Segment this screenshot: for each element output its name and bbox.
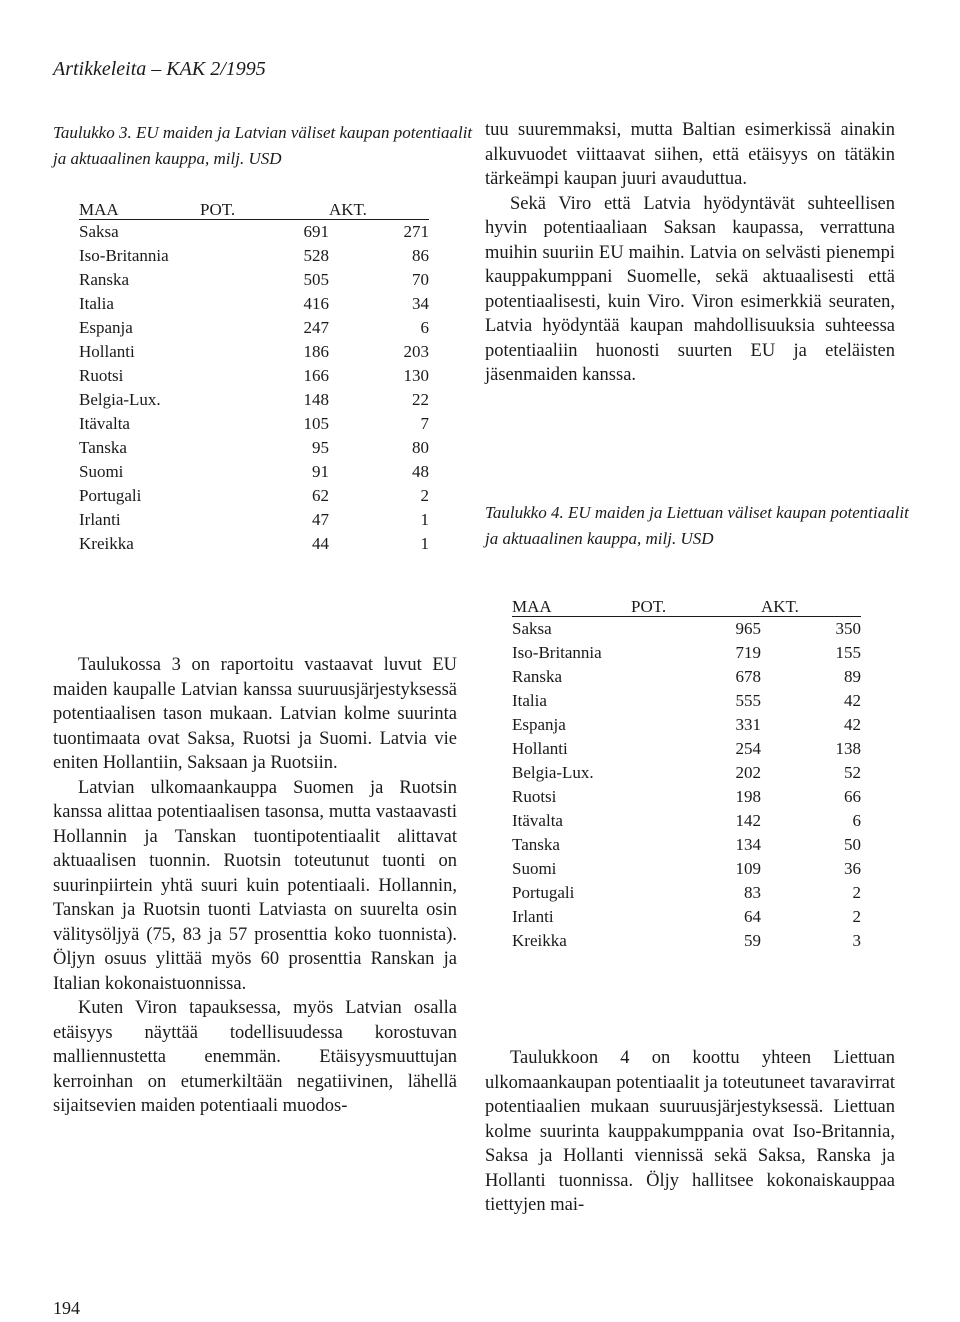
table-row bbox=[512, 905, 861, 929]
actual-cell: 7 bbox=[420, 414, 429, 433]
left-column-text bbox=[53, 653, 457, 1119]
table-row bbox=[512, 641, 861, 665]
table-row bbox=[79, 316, 429, 340]
country-cell: Ranska bbox=[79, 270, 130, 289]
actual-cell: 89 bbox=[844, 667, 861, 686]
table-row bbox=[512, 665, 861, 689]
paragraph: Sekä Viro että Latvia hyödyntävät suhteellisen hyvin potentiaaliaan Saksan kaupassa, verrattuna muihin suuriin EU maihin. Latvia on selvästi pienempi kauppakumppani Suomelle, sekä aktuaalisesti että potentiaalisesti, kuin Viro. Viron esimerkkiä seuraten, Latvia hyödyntää kaupan mahdollisuuksia suhteessa potentiaaliin huonosti suurten EU ja eteläisten jäsenmaiden kanssa. bbox=[485, 193, 895, 385]
table-row bbox=[79, 436, 429, 460]
actual-cell: 2 bbox=[852, 907, 861, 926]
country-cell: Ruotsi bbox=[79, 366, 124, 385]
potential-cell: 166 bbox=[303, 366, 329, 385]
table-row bbox=[512, 785, 861, 809]
actual-cell: 130 bbox=[403, 366, 429, 385]
potential-cell: 105 bbox=[303, 414, 329, 433]
table-3-caption: Taulukko 3. EU maiden ja Latvian väliset kaupan potentiaalit ja aktuaalinen kauppa, milj. USD bbox=[53, 123, 473, 168]
potential-cell: 331 bbox=[735, 715, 761, 734]
actual-cell: 52 bbox=[844, 763, 861, 782]
actual-cell: 80 bbox=[412, 438, 429, 457]
potential-cell: 965 bbox=[735, 619, 761, 638]
country-cell: Iso-Britannia bbox=[512, 643, 602, 662]
table-row bbox=[79, 340, 429, 364]
country-cell: Kreikka bbox=[79, 534, 134, 553]
potential-cell: 83 bbox=[744, 883, 761, 902]
country-cell: Espanja bbox=[79, 318, 133, 337]
actual-cell: 86 bbox=[412, 246, 429, 265]
paragraph: tuu suuremmaksi, mutta Baltian esimerkissä ainakin alkuvuodet viittaavat siihen, että etäisyys on tätäkin tärkeämpi kaupan juuri avauduttua. bbox=[485, 120, 895, 189]
potential-cell: 678 bbox=[735, 667, 761, 686]
table-row bbox=[79, 364, 429, 388]
potential-cell: 416 bbox=[303, 294, 329, 313]
country-cell: Itävalta bbox=[512, 811, 563, 830]
country-cell: Italia bbox=[512, 691, 547, 710]
potential-cell: 109 bbox=[735, 859, 761, 878]
table-row bbox=[79, 460, 429, 484]
actual-cell: 203 bbox=[403, 342, 429, 361]
table-header-row bbox=[79, 200, 429, 220]
potential-cell: 691 bbox=[303, 222, 329, 241]
actual-cell: 66 bbox=[844, 787, 861, 806]
potential-cell: 44 bbox=[312, 534, 329, 553]
table-row bbox=[512, 857, 861, 881]
actual-cell: 42 bbox=[844, 715, 861, 734]
actual-cell: 70 bbox=[412, 270, 429, 289]
actual-cell: 271 bbox=[403, 222, 429, 241]
potential-cell: 95 bbox=[312, 438, 329, 457]
actual-cell: 50 bbox=[844, 835, 861, 854]
country-cell: Belgia-Lux. bbox=[79, 390, 161, 409]
actual-cell: 350 bbox=[835, 619, 861, 638]
right-column-top-text bbox=[485, 118, 895, 388]
table-row bbox=[512, 881, 861, 905]
country-cell: Irlanti bbox=[512, 907, 554, 926]
actual-cell: 1 bbox=[420, 534, 429, 553]
actual-cell: 155 bbox=[835, 643, 861, 662]
potential-cell: 555 bbox=[735, 691, 761, 710]
country-cell: Espanja bbox=[512, 715, 566, 734]
table-row bbox=[512, 737, 861, 761]
paragraph: Latvian ulkomaankauppa Suomen ja Ruotsin kanssa alittaa potentiaalisen tasonsa, mutta vastaavasti Hollannin ja Tanskan tuontipotentiaalit alittavat aktuaalisen tuonnin. Ruotsin toteutunut tuonti on suurinpiirtein yhtä suuri kuin potentiaali. Hollannin, Tanskan ja Ruotsin tuonti Latviasta on suurelta osin välitysöljyä (75, 83 ja 57 prosenttia koko tuonnista). Öljyn osuus ylittää myös 60 prosenttia Ranskan ja Italian kokonaistuonnissa. bbox=[53, 777, 457, 994]
country-cell: Ruotsi bbox=[512, 787, 557, 806]
table-header-row bbox=[512, 597, 861, 617]
potential-cell: 198 bbox=[735, 787, 761, 806]
actual-cell: 138 bbox=[835, 739, 861, 758]
actual-cell: 48 bbox=[412, 462, 429, 481]
country-cell: Ranska bbox=[512, 667, 563, 686]
table-row bbox=[512, 761, 861, 785]
table-4-caption: Taulukko 4. EU maiden ja Liettuan väliset kaupan potentiaalit ja aktuaalinen kauppa, milj. USD bbox=[485, 503, 909, 548]
potential-cell: 64 bbox=[744, 907, 761, 926]
potential-cell: 528 bbox=[303, 246, 329, 265]
table-row bbox=[512, 809, 861, 833]
column-header: MAA bbox=[512, 597, 631, 617]
paragraph: Kuten Viron tapauksessa, myös Latvian osalla etäisyys näyttää todellisuudessa korostuvan malliennustetta enemmän. Etäisyysmuuttujan kerroinhan on etumerkiltään negatiivinen, lähellä sijaitsevien maiden potentiaali muodos- bbox=[53, 998, 457, 1116]
table-row bbox=[79, 244, 429, 268]
country-cell: Portugali bbox=[79, 486, 142, 505]
actual-cell: 42 bbox=[844, 691, 861, 710]
table-4 bbox=[512, 597, 861, 953]
column-header: POT. bbox=[631, 597, 761, 617]
table-row bbox=[79, 532, 429, 556]
table-row bbox=[79, 508, 429, 532]
potential-cell: 62 bbox=[312, 486, 329, 505]
potential-cell: 254 bbox=[735, 739, 761, 758]
potential-cell: 134 bbox=[735, 835, 761, 854]
country-cell: Suomi bbox=[79, 462, 124, 481]
table-row bbox=[79, 268, 429, 292]
actual-cell: 36 bbox=[844, 859, 861, 878]
table-row bbox=[512, 713, 861, 737]
potential-cell: 202 bbox=[735, 763, 761, 782]
country-cell: Irlanti bbox=[79, 510, 121, 529]
column-header: MAA bbox=[79, 200, 200, 220]
potential-cell: 142 bbox=[735, 811, 761, 830]
actual-cell: 3 bbox=[852, 931, 861, 950]
actual-cell: 1 bbox=[420, 510, 429, 529]
paragraph: Taulukkoon 4 on koottu yhteen Liettuan ulkomaankaupan potentiaalit ja toteutuneet tavaravirrat potentiaalien mukaan suuruusjärjestyksessä. Liettuan kolme suurinta kauppakumppania ovat Iso-Britannia, Saksa ja Hollanti viennissä sekä Saksa, Ranska ja Hollanti tuonnissa. Öljy hallitsee kokonaiskauppaa tiettyjen mai- bbox=[485, 1048, 895, 1215]
actual-cell: 34 bbox=[412, 294, 429, 313]
table-row bbox=[512, 929, 861, 953]
table-row bbox=[512, 833, 861, 857]
potential-cell: 148 bbox=[303, 390, 329, 409]
actual-cell: 6 bbox=[420, 318, 429, 337]
page-number: 194 bbox=[53, 1298, 80, 1318]
paragraph: Taulukossa 3 on raportoitu vastaavat luvut EU maiden kaupalle Latvian kanssa suuruusjärjestyksessä potentiaalisen tason mukaan. Latvian kolme suurinta tuontimaata ovat Saksa, Ruotsi ja Suomi. Latvia vie eniten Hollantiin, Saksaan ja Ruotsiin. bbox=[53, 655, 457, 773]
potential-cell: 47 bbox=[312, 510, 329, 529]
table-row bbox=[79, 388, 429, 412]
table-row bbox=[79, 484, 429, 508]
country-cell: Kreikka bbox=[512, 931, 567, 950]
actual-cell: 2 bbox=[852, 883, 861, 902]
potential-cell: 505 bbox=[303, 270, 329, 289]
column-header: AKT. bbox=[329, 200, 429, 220]
table-row bbox=[512, 617, 861, 642]
country-cell: Saksa bbox=[79, 222, 119, 241]
potential-cell: 91 bbox=[312, 462, 329, 481]
table-row bbox=[79, 412, 429, 436]
country-cell: Iso-Britannia bbox=[79, 246, 169, 265]
potential-cell: 247 bbox=[303, 318, 329, 337]
actual-cell: 6 bbox=[852, 811, 861, 830]
potential-cell: 719 bbox=[735, 643, 761, 662]
table-row bbox=[512, 689, 861, 713]
country-cell: Suomi bbox=[512, 859, 557, 878]
table-row bbox=[79, 292, 429, 316]
country-cell: Tanska bbox=[512, 835, 560, 854]
column-header: POT. bbox=[200, 200, 329, 220]
table-3 bbox=[79, 200, 429, 556]
country-cell: Itävalta bbox=[79, 414, 130, 433]
actual-cell: 2 bbox=[420, 486, 429, 505]
actual-cell: 22 bbox=[412, 390, 429, 409]
country-cell: Hollanti bbox=[79, 342, 135, 361]
running-header: Artikkeleita – KAK 2/1995 bbox=[53, 58, 266, 80]
table-row bbox=[79, 220, 429, 245]
country-cell: Belgia-Lux. bbox=[512, 763, 594, 782]
country-cell: Tanska bbox=[79, 438, 127, 457]
country-cell: Portugali bbox=[512, 883, 575, 902]
country-cell: Italia bbox=[79, 294, 114, 313]
potential-cell: 186 bbox=[303, 342, 329, 361]
country-cell: Saksa bbox=[512, 619, 552, 638]
country-cell: Hollanti bbox=[512, 739, 568, 758]
right-column-bottom-text bbox=[485, 1046, 895, 1218]
column-header: AKT. bbox=[761, 597, 861, 617]
potential-cell: 59 bbox=[744, 931, 761, 950]
